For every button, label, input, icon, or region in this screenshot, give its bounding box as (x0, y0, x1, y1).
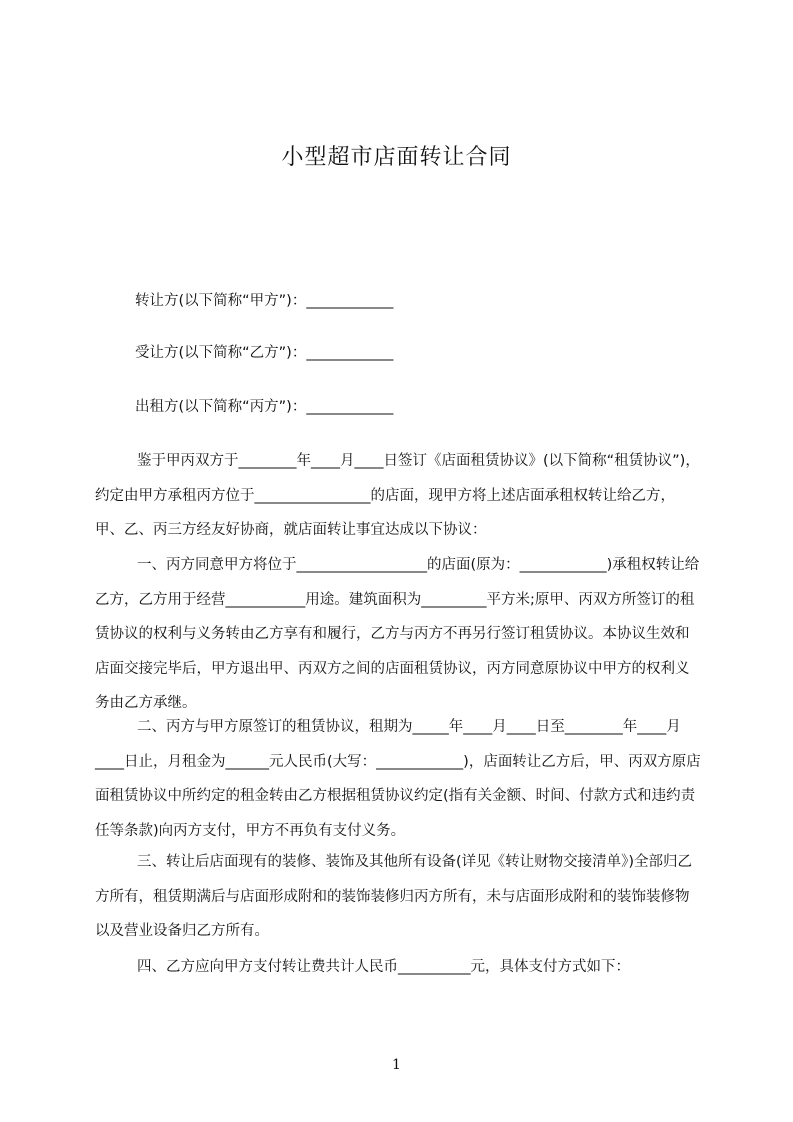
clause-4-text: 四、乙方应向甲方支付转让费共计人民币__________元，具体支付方式如下： (137, 959, 630, 975)
party-transferee-line: 受让方(以下简称“乙方”)：____________ (135, 345, 394, 361)
preamble-text: 鉴于甲丙双方于________年____月____日签订《店面租赁协议》(以下简称“租赁协议”)，约定由甲方承租丙方位于________________的店面，现甲方将上述店面承租权转让给乙方，甲、乙、丙三方经友好协商，就店面转让事宜达成以下协议： (95, 453, 700, 538)
party-lessor-line: 出租方(以下简称“丙方”)：____________ (135, 399, 394, 415)
clause-3-paragraph (95, 845, 701, 949)
party-transferor-line: 转让方(以下简称“甲方”)：____________ (135, 293, 394, 309)
clause-2-paragraph (95, 710, 701, 848)
page-number: 1 (392, 1057, 401, 1073)
document-title: 小型超市店面转让合同 (281, 145, 512, 170)
clause-4-paragraph (95, 950, 701, 985)
clause-1-text: 一、丙方同意甲方将位于__________________的店面(原为：____________)承租权转让给乙方，乙方用于经营___________用途。建筑面积为_________平方米;原甲、丙双方所签订的租赁协议的权利与义务转由乙方享有和履行，乙方与丙方不再另行签订租赁协议。本协议生效和店面交接完毕后，甲方退出甲、丙双方之间的店面租赁协议，丙方同意原协议中甲方的权利义务由乙方承继。 (95, 557, 700, 711)
clause-3-text: 三、转让后店面现有的装修、装饰及其他所有设备(详见《转让财物交接清单》)全部归乙方所有，租赁期满后与店面形成附和的装饰装修归丙方所有，未与店面形成附和的装饰装修物以及营业设备归乙方所有。 (95, 854, 693, 939)
preamble-paragraph (95, 444, 701, 548)
clause-1-paragraph (95, 548, 701, 721)
clause-2-text: 二、丙方与甲方原签订的租赁协议，租期为_____年____月____日至________年____月____日止，月租金为______元人民币(大写：____________)，店面转让乙方后，甲、丙双方原店面租赁协议中所约定的租金转由乙方根据租赁协议约定(指有关金额、时间、付款方式和违约责任等条款)向丙方支付，甲方不再负有支付义务。 (95, 719, 701, 839)
